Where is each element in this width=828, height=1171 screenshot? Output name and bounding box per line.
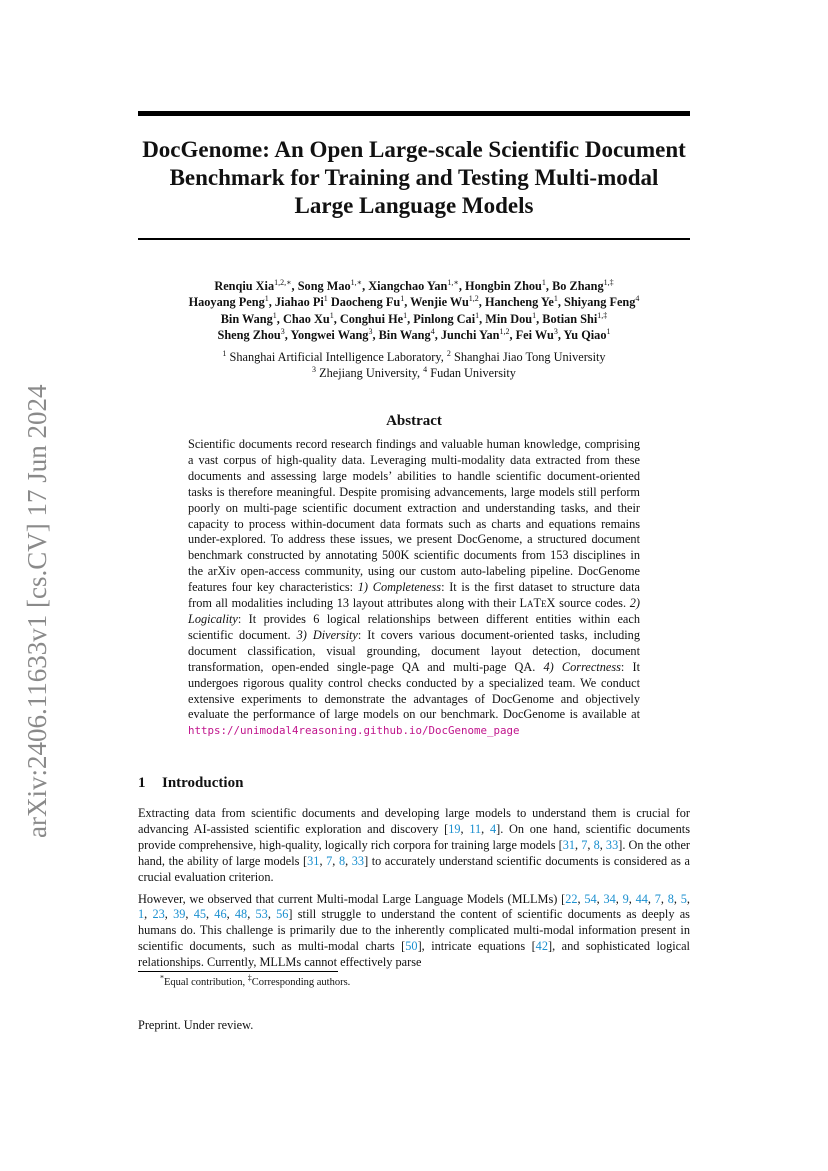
intro-paragraph-1 xyxy=(138,806,690,886)
author-name: Renqiu Xia xyxy=(214,279,275,293)
citation-link[interactable]: 23 xyxy=(152,907,165,922)
intro-text: ] to accurately understand scientific documents is considered as a crucial evaluation criterion. xyxy=(138,853,690,884)
intro-text: , xyxy=(267,907,277,922)
author-affiliation-mark: 1,∗ xyxy=(447,277,459,287)
intro-text: , xyxy=(332,853,339,868)
abstract-text: : It provides 6 logical relationships between different entities within each scientific document. xyxy=(188,611,640,642)
author-name: Daocheng Fu xyxy=(330,295,401,310)
author-name: Haoyang Peng xyxy=(188,295,265,310)
abstract-text: : It covers various document-oriented tasks, including document classification, visual grounding, document layout detection, document transformation, open-ended single-page QA and multi-page QA. xyxy=(188,627,640,674)
footnote xyxy=(160,973,351,988)
author-line: Bin Wang$^1$, Chao Xu$^1$, Conghui He$^1$, Pinlong Cai$^1$, Min Dou$^1$, Botian Shi$^{1,\ddagger}$ xyxy=(220,310,608,326)
intro-text: , xyxy=(660,891,668,906)
affiliation-name: Shanghai Artificial Intelligence Laboratory, xyxy=(226,350,444,364)
citation-link[interactable]: 8 xyxy=(593,837,600,852)
author-affiliation-mark: 1 xyxy=(553,294,558,304)
author-name: Hongbin Zhou xyxy=(465,279,542,293)
author-affiliation-mark: 1 xyxy=(400,294,405,304)
citation-link[interactable]: 8 xyxy=(338,853,346,868)
intro-text: , xyxy=(460,821,470,836)
section-heading xyxy=(138,775,243,792)
citation-link[interactable]: 4 xyxy=(489,821,497,836)
author-affiliation-mark: 1,2 xyxy=(499,327,510,337)
author-name: Jiahao Pi xyxy=(274,295,324,310)
intro-text: ]. On one hand, scientific documents provide comprehensive, high-quality, logically rich corpora for training large models [ xyxy=(138,821,690,852)
citation-link[interactable]: 33 xyxy=(351,853,365,868)
intro-text: , xyxy=(144,907,153,922)
author-name: Conghui He xyxy=(339,311,404,326)
author-name: Shiyang Feng xyxy=(564,295,636,310)
citation-link[interactable]: 48 xyxy=(234,907,248,922)
citation-link[interactable]: 22 xyxy=(565,891,578,906)
footnote-star: * xyxy=(160,973,164,983)
author-name: Yongwei Wang xyxy=(290,328,369,343)
author-line: Sheng Zhou$^3$, Yongwei Wang$^3$, Bin Wang$^4$, Junchi Yan$^{1,2}$, Fei Wu$^3$, Yu Qiao$^1$ xyxy=(217,327,611,343)
intro-text: ] still struggle to understand the content of scientific documents as deeply as humans do. This challenge is primarily due to the inherently complicated multi-modal information present in scientific documents, such as multi-modal charts [ xyxy=(138,907,690,954)
author-affiliation-mark: 1,2 xyxy=(468,294,479,304)
author-affiliation-mark: 1,‡ xyxy=(597,310,608,320)
section-title: Introduction xyxy=(162,775,244,791)
affiliation-mark: 4 xyxy=(423,365,428,375)
citation-link[interactable]: 7 xyxy=(654,891,661,906)
citation-link[interactable]: 56 xyxy=(276,907,289,922)
author-affiliation-mark: 1,∗ xyxy=(350,277,363,287)
intro-text: , xyxy=(686,891,690,906)
abstract-text: source codes. xyxy=(555,596,630,611)
affiliation-name: Shanghai Jiao Tong University xyxy=(450,350,606,364)
author-affiliation-mark: 1,2,∗ xyxy=(274,277,292,287)
footnote-rule xyxy=(138,971,338,972)
introduction-body xyxy=(138,806,690,977)
intro-paragraph-2 xyxy=(138,892,690,972)
footnote-text: Corresponding authors. xyxy=(251,977,351,988)
author-affiliation-mark: 1 xyxy=(403,310,408,320)
intro-text: , xyxy=(587,837,594,852)
author-name: Hancheng Ye xyxy=(484,295,554,310)
affiliation-mark: 3 xyxy=(312,365,317,375)
author-name: Bo Zhang xyxy=(552,279,604,293)
arxiv-side-label-wrap xyxy=(22,360,62,860)
citation-link[interactable]: 7 xyxy=(581,837,588,852)
intro-text: , xyxy=(226,907,235,922)
author-affiliation-mark: 1 xyxy=(475,310,480,320)
affiliation-name: Zhejiang University, xyxy=(316,366,421,381)
author-affiliation-mark: 3 xyxy=(553,327,558,337)
affiliation-line-1 xyxy=(138,349,690,365)
author-name: Junchi Yan xyxy=(440,328,500,343)
author-name: Pinlong Cai xyxy=(413,311,476,326)
author-name: Sheng Zhou xyxy=(217,328,281,343)
citation-link[interactable]: 44 xyxy=(635,891,648,906)
author-list xyxy=(138,278,690,344)
citation-link[interactable]: 33 xyxy=(605,837,619,852)
affiliation-mark: 1 xyxy=(222,348,227,358)
citation-link[interactable]: 53 xyxy=(255,907,268,922)
citation-link[interactable]: 9 xyxy=(622,891,629,906)
intro-text: , xyxy=(596,891,604,906)
intro-text: , xyxy=(615,891,623,906)
author-affiliation-mark: 3 xyxy=(368,327,373,337)
footnote-dagger: ‡ xyxy=(247,973,252,983)
title-bottom-rule xyxy=(138,238,690,240)
citation-link[interactable]: 8 xyxy=(667,891,674,906)
intro-text: , xyxy=(481,821,490,836)
author-affiliation-mark: 4 xyxy=(635,294,640,304)
abstract-heading: Abstract xyxy=(386,413,442,429)
abstract-logicality: 2) Logicality xyxy=(188,596,640,626)
author-affiliation-mark: 3 xyxy=(280,327,285,337)
abstract-text: : It undergoes rigorous quality control checks conducted by a specialized team. We conduct extensive experiments to demonstrate the advantages of DocGenome and objectively evaluate the performance of large models on our benchmark. DocGenome is available at xyxy=(188,659,640,722)
author-name: Chao Xu xyxy=(282,311,330,326)
citation-link[interactable]: 19 xyxy=(448,821,461,836)
citation-link[interactable]: 31 xyxy=(562,837,576,852)
author-affiliation-mark: 4 xyxy=(430,327,435,337)
section-number: 1 xyxy=(138,775,146,791)
intro-text: , xyxy=(575,837,582,852)
affiliations xyxy=(138,349,690,382)
intro-text: ], and sophisticated logical relationships. Currently, MLLMs cannot effectively parse xyxy=(138,939,690,970)
affiliation-mark: 2 xyxy=(446,348,451,358)
intro-text: Extracting data from scientific documents and developing large models to understand them is crucial for advancing AI-assisted scientific exploration and discovery [ xyxy=(138,806,690,836)
abstract-paragraph xyxy=(188,437,640,739)
arxiv-identifier: arXiv:2406.11633v1 [cs.CV] 17 Jun 2024 xyxy=(22,384,52,838)
citation-link[interactable]: 1 xyxy=(138,907,145,922)
author-name: Xiangchao Yan xyxy=(368,279,448,293)
citation-link[interactable]: 46 xyxy=(214,907,227,922)
intro-text: ]. On the other hand, the ability of large models [ xyxy=(138,837,691,868)
intro-text: However, we observed that current Multi-modal Large Language Models (MLLMs) [ xyxy=(138,891,566,906)
author-affiliation-mark: 1 xyxy=(606,327,611,337)
citation-link[interactable]: 34 xyxy=(603,891,616,906)
citation-link[interactable]: 54 xyxy=(584,891,597,906)
intro-text: , xyxy=(628,891,636,906)
preprint-notice: Preprint. Under review. xyxy=(138,1018,254,1032)
affiliation-line-2 xyxy=(138,365,690,381)
author-affiliation-mark: 1 xyxy=(329,310,334,320)
author-affiliation-mark: 1 xyxy=(323,294,328,304)
citation-link[interactable]: 42 xyxy=(535,939,548,954)
citation-link[interactable]: 5 xyxy=(680,891,687,906)
author-name: Min Dou xyxy=(485,311,533,326)
intro-text: , xyxy=(673,891,681,906)
latex-logo: LaTeX xyxy=(519,596,556,611)
citation-link[interactable]: 39 xyxy=(173,907,186,922)
citation-link[interactable]: 7 xyxy=(326,853,333,868)
author-affiliation-mark: 1 xyxy=(272,310,277,320)
author-name: Bin Wang xyxy=(378,328,431,343)
author-affiliation-mark: 1 xyxy=(264,294,269,304)
affiliation-name: Fudan University xyxy=(427,366,516,381)
citation-link[interactable]: 50 xyxy=(405,939,418,954)
title-top-rule xyxy=(138,111,690,116)
author-name: Wenjie Wu xyxy=(410,295,469,310)
author-name: Botian Shi xyxy=(542,311,598,326)
intro-text: , xyxy=(577,891,585,906)
intro-text: , xyxy=(599,837,606,852)
intro-text: , xyxy=(345,853,352,868)
author-affiliation-mark: 1 xyxy=(532,310,537,320)
abstract-text: Scientific documents record research findings and valuable human knowledge, comprising a vast corpus of high-quality data. Leveraging multi-modality data extracted from these documents and assessing large models’ abilities to handle scientific document-oriented tasks is therefore meaningful. Despite promising advancements, large models still perform poorly on multi-page scientific document extraction and understanding tasks, and their capacity to process within-document data formats such as charts and equations remains under-explored. To address these issues, we present DocGenome, a structured document benchmark constructed by annotating 500K scientific documents from 153 disciplines in the arXiv open-access community, using our custom auto-labeling pipeline. DocGenome features four key characteristics: xyxy=(188,437,640,595)
abstract-diversity: 3) Diversity xyxy=(296,627,358,642)
intro-text: , xyxy=(164,907,174,922)
intro-text: ], intricate equations [ xyxy=(417,939,536,954)
author-affiliation-mark: 1 xyxy=(541,277,546,287)
abstract-text: : It is the first dataset to structure data from all modalities including 13 layout attributes along with their xyxy=(188,580,640,611)
intro-text: , xyxy=(205,907,215,922)
abstract-completeness: 1) Completeness xyxy=(357,580,442,595)
intro-text: , xyxy=(247,907,256,922)
author-name: Bin Wang xyxy=(220,311,273,326)
author-affiliation-mark: 1,‡ xyxy=(603,277,614,287)
citation-link[interactable]: 31 xyxy=(307,853,320,868)
paper-title: DocGenome: An Open Large-scale Scientific Document Benchmark for Training and Testing Multi-modal Large Language Models xyxy=(142,137,686,218)
author-name: Fei Wu xyxy=(515,328,554,343)
author-name: Yu Qiao xyxy=(563,328,607,343)
author-name: Song Mao xyxy=(297,279,351,293)
project-url-link[interactable]: https://unimodal4reasoning.github.io/DocGenome_page xyxy=(188,724,520,738)
abstract-correctness: 4) Correctness xyxy=(543,659,621,674)
author-line: Haoyang Peng$^1$, Jiahao Pi$^1$ Daocheng Fu$^1$, Wenjie Wu$^{1,2}$, Hancheng Ye$^1$, Shiyang Feng$^4$ xyxy=(188,294,640,310)
citation-link[interactable]: 11 xyxy=(469,821,482,836)
citation-link[interactable]: 45 xyxy=(193,907,206,922)
author-line: Renqiu Xia$^{1,2,∗}$, Song Mao$^{1,∗}$, Xiangchao Yan$^{1,∗}$, Hongbin Zhou$^1$, Bo Zhang$^{1,\ddagger}$ xyxy=(214,277,614,293)
intro-text: , xyxy=(185,907,194,922)
intro-text: , xyxy=(647,891,655,906)
footnote-text: Equal contribution, xyxy=(164,977,248,988)
abstract-body xyxy=(188,437,640,739)
intro-text: , xyxy=(319,853,327,868)
